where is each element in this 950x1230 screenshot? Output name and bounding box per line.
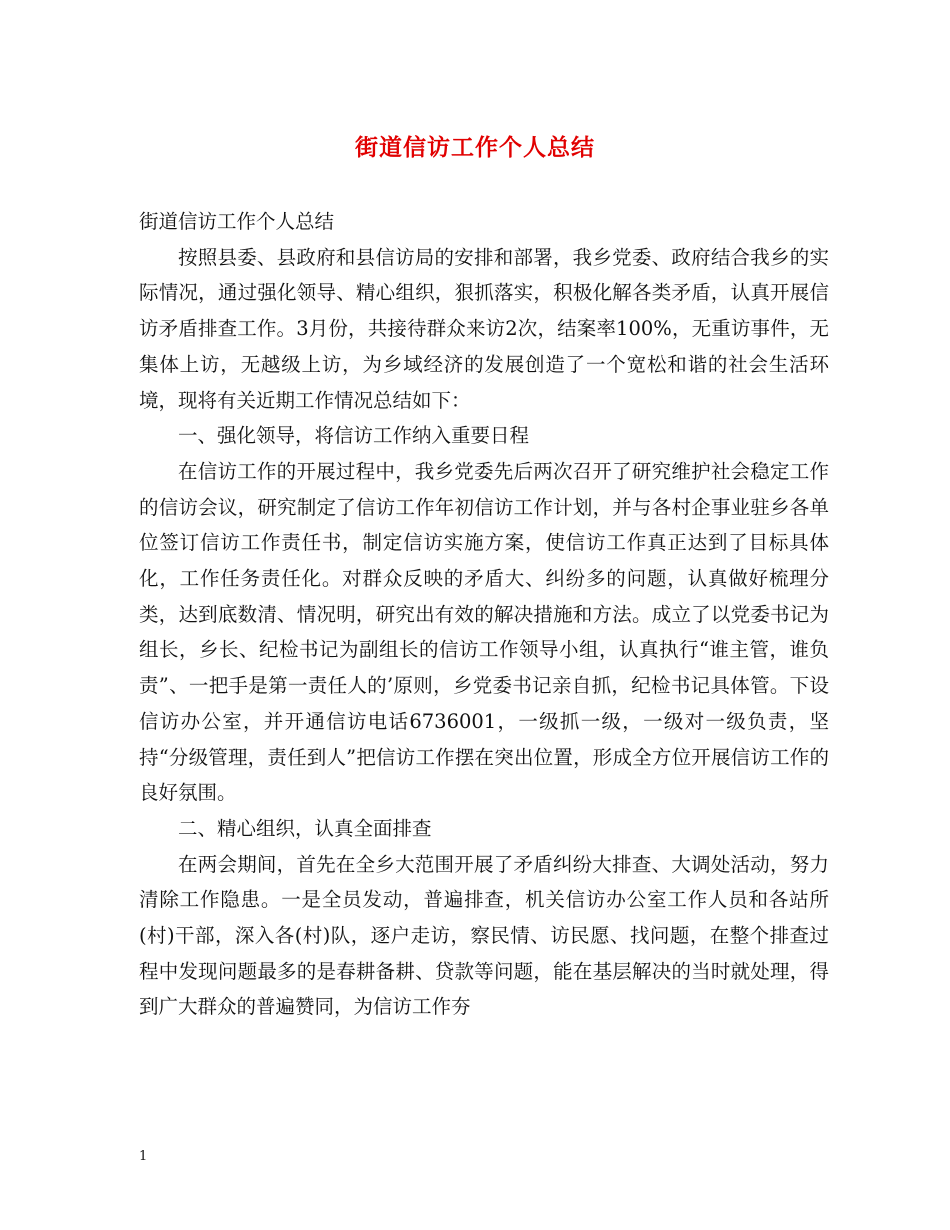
subtitle-paragraph: 街道信访工作个人总结 xyxy=(139,210,335,233)
intro-paragraph: 按照县委、县政府和县信访局的安排和部署，我乡党委、政府结合我乡的实际情况，通过强化领导、精心组织，狠抓落实，积极化解各类矛盾，认真开展信访矛盾排查工作。3月份，共接待群众来访2次，结案率100%，无重访事件，无集体上访，无越级上访，为乡域经济的发展创造了一个宽松和谐的社会生活环境，现将有关近期工作情况总结如下： xyxy=(139,245,829,412)
document-body xyxy=(139,204,829,1025)
section-heading-1: 一、强化领导，将信访工作纳入重要日程 xyxy=(178,424,530,448)
document-title: 街道信访工作个人总结 xyxy=(355,134,595,161)
section-1-paragraph: 在信访工作的开展过程中，我乡党委先后两次召开了研究维护社会稳定工作的信访会议，研究制定了信访工作年初信访工作计划，并与各村企事业驻乡各单位签订信访工作责任书，制定信访实施方案，使信访工作真正达到了目标具体化，工作任务责任化。对群众反映的矛盾大、纠纷多的问题，认真做好梳理分类，达到底数清、情况明，研究出有效的解决措施和方法。成立了以党委书记为组长，乡长、纪检书记为副组长的信访工作领导小组，认真执行“谁主管，谁负责”、一把手是第一责任人的’原则，乡党委书记亲自抓，纪检书记具体管。下设信访办公室，并开通信访电话6736001，一级抓一级，一级对一级负责，坚持“分级管理，责任到人”把信访工作摆在突出位置，形成全方位开展信访工作的良好氛围。 xyxy=(139,459,829,805)
section-2-paragraph: 在两会期间，首先在全乡大范围开展了矛盾纠纷大排查、大调处活动，努力清除工作隐患。一是全员发动，普遍排查，机关信访办公室工作人员和各站所(村)干部，深入各(村)队，逐户走访，察民情、访民愿、找问题，在整个排查过程中发现问题最多的是春耕备耕、贷款等问题，能在基层解决的当时就处理，得到广大群众的普遍赞同，为信访工作夯 xyxy=(139,852,829,1019)
page-number: 1 xyxy=(139,1149,148,1164)
section-heading-2: 二、精心组织，认真全面排查 xyxy=(178,816,432,840)
